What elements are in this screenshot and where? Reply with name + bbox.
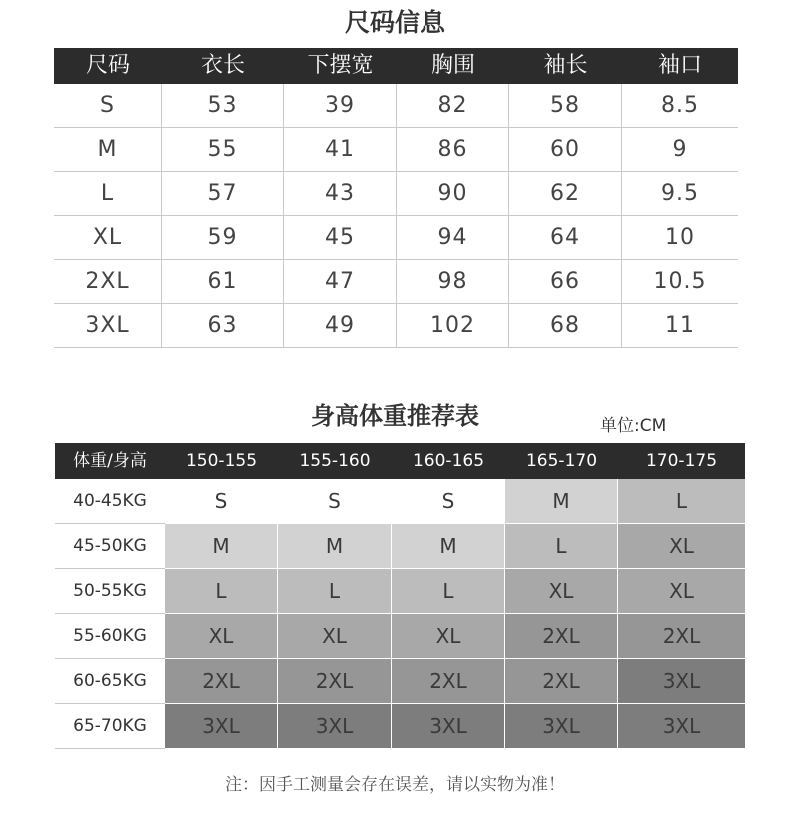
length-cell: 61 bbox=[162, 260, 284, 303]
sleeve-length-cell: 58 bbox=[509, 84, 622, 127]
recommended-size-cell: XL bbox=[618, 569, 745, 614]
recommended-size-cell: L bbox=[165, 569, 278, 614]
header-chest: 胸围 bbox=[430, 53, 475, 78]
sleeve-length-cell: 68 bbox=[509, 304, 622, 347]
unit-label: 单位:CM bbox=[600, 416, 667, 436]
hem-width-cell: 39 bbox=[284, 84, 397, 127]
recommended-size-cell: 3XL bbox=[618, 704, 745, 749]
size-cell: L bbox=[54, 172, 162, 215]
header-height-range: 165-170 bbox=[525, 451, 598, 471]
weight-range-cell: 60-65KG bbox=[55, 659, 165, 704]
header-length: 衣长 bbox=[200, 53, 245, 78]
table-row bbox=[54, 304, 738, 348]
table-row bbox=[55, 614, 745, 659]
header-cuff: 袖口 bbox=[657, 53, 702, 78]
chest-cell: 98 bbox=[397, 260, 509, 303]
table-row bbox=[54, 128, 738, 172]
table-row bbox=[55, 659, 745, 704]
recommended-size-cell: 2XL bbox=[392, 659, 505, 704]
size-info-title: 尺码信息 bbox=[344, 8, 445, 37]
length-cell: 55 bbox=[162, 128, 284, 171]
chest-cell: 102 bbox=[397, 304, 509, 347]
size-cell: 2XL bbox=[54, 260, 162, 303]
chest-cell: 90 bbox=[397, 172, 509, 215]
weight-range-cell: 50-55KG bbox=[55, 569, 165, 614]
recommended-size-cell: L bbox=[278, 569, 392, 614]
recommended-size-cell: L bbox=[618, 479, 745, 524]
recommended-size-cell: 2XL bbox=[618, 614, 745, 659]
cuff-cell: 8.5 bbox=[661, 93, 699, 118]
hem-width-cell: 47 bbox=[284, 260, 397, 303]
sleeve-length-cell: 64 bbox=[509, 216, 622, 259]
table-row bbox=[55, 704, 745, 749]
size-cell: XL bbox=[54, 216, 162, 259]
table-row bbox=[54, 260, 738, 304]
recommended-size-cell: 3XL bbox=[505, 704, 618, 749]
table-row bbox=[55, 479, 745, 524]
hem-width-cell: 49 bbox=[284, 304, 397, 347]
header-height-range: 170-175 bbox=[645, 451, 718, 471]
size-info-table bbox=[54, 48, 738, 348]
chest-cell: 82 bbox=[397, 84, 509, 127]
chest-cell: 86 bbox=[397, 128, 509, 171]
length-cell: 59 bbox=[162, 216, 284, 259]
recommended-size-cell: L bbox=[505, 524, 618, 569]
recommended-size-cell: 3XL bbox=[618, 659, 745, 704]
size-cell: M bbox=[54, 128, 162, 171]
sleeve-length-cell: 62 bbox=[509, 172, 622, 215]
recommended-size-cell: XL bbox=[392, 614, 505, 659]
weight-range-cell: 40-45KG bbox=[55, 479, 165, 524]
cuff-cell: 11 bbox=[665, 313, 695, 338]
size-cell: 3XL bbox=[54, 304, 162, 347]
recommended-size-cell: 2XL bbox=[165, 659, 278, 704]
size-cell: S bbox=[54, 84, 162, 127]
header-weight-height: 体重/身高 bbox=[73, 451, 147, 471]
recommended-size-cell: XL bbox=[165, 614, 278, 659]
table-row bbox=[54, 84, 738, 128]
recommended-size-cell: XL bbox=[278, 614, 392, 659]
cuff-cell: 9.5 bbox=[661, 181, 699, 206]
recommended-size-cell: M bbox=[278, 524, 392, 569]
cuff-cell: 10.5 bbox=[653, 269, 707, 294]
recommended-size-cell: L bbox=[392, 569, 505, 614]
header-size: 尺码 bbox=[85, 53, 130, 78]
chest-cell: 94 bbox=[397, 216, 509, 259]
recommended-size-cell: 3XL bbox=[278, 704, 392, 749]
recommended-size-cell: M bbox=[505, 479, 618, 524]
header-hem-width: 下摆宽 bbox=[307, 53, 374, 78]
recommended-size-cell: 2XL bbox=[505, 614, 618, 659]
weight-range-cell: 45-50KG bbox=[55, 524, 165, 569]
hem-width-cell: 45 bbox=[284, 216, 397, 259]
table-row bbox=[55, 569, 745, 614]
recommended-size-cell: XL bbox=[618, 524, 745, 569]
recommended-size-cell: 2XL bbox=[505, 659, 618, 704]
recommendation-table-header bbox=[55, 443, 745, 479]
sleeve-length-cell: 66 bbox=[509, 260, 622, 303]
cuff-cell: 9 bbox=[672, 137, 688, 162]
recommended-size-cell: 2XL bbox=[278, 659, 392, 704]
hem-width-cell: 41 bbox=[284, 128, 397, 171]
recommendation-table bbox=[55, 443, 745, 749]
header-height-range: 155-160 bbox=[299, 451, 371, 471]
table-row bbox=[54, 216, 738, 260]
measurement-note: 注：因手工测量会存在误差，请以实物为准！ bbox=[225, 775, 565, 795]
recommended-size-cell: S bbox=[278, 479, 392, 524]
recommended-size-cell: M bbox=[165, 524, 278, 569]
header-sleeve-length: 袖长 bbox=[543, 53, 588, 78]
recommended-size-cell: 3XL bbox=[392, 704, 505, 749]
recommended-size-cell: M bbox=[392, 524, 505, 569]
recommended-size-cell: XL bbox=[505, 569, 618, 614]
table-row bbox=[55, 524, 745, 569]
size-table-header bbox=[54, 48, 738, 84]
recommended-size-cell: S bbox=[165, 479, 278, 524]
recommended-size-cell: 3XL bbox=[165, 704, 278, 749]
length-cell: 63 bbox=[162, 304, 284, 347]
table-row bbox=[54, 172, 738, 216]
header-height-range: 150-155 bbox=[185, 451, 258, 471]
header-height-range: 160-165 bbox=[412, 451, 485, 471]
recommended-size-cell: S bbox=[392, 479, 505, 524]
hem-width-cell: 43 bbox=[284, 172, 397, 215]
recommendation-title: 身高体重推荐表 bbox=[311, 402, 479, 430]
cuff-cell: 10 bbox=[665, 225, 695, 250]
sleeve-length-cell: 60 bbox=[509, 128, 622, 171]
length-cell: 57 bbox=[162, 172, 284, 215]
weight-range-cell: 65-70KG bbox=[55, 704, 165, 749]
weight-range-cell: 55-60KG bbox=[55, 614, 165, 659]
length-cell: 53 bbox=[162, 84, 284, 127]
